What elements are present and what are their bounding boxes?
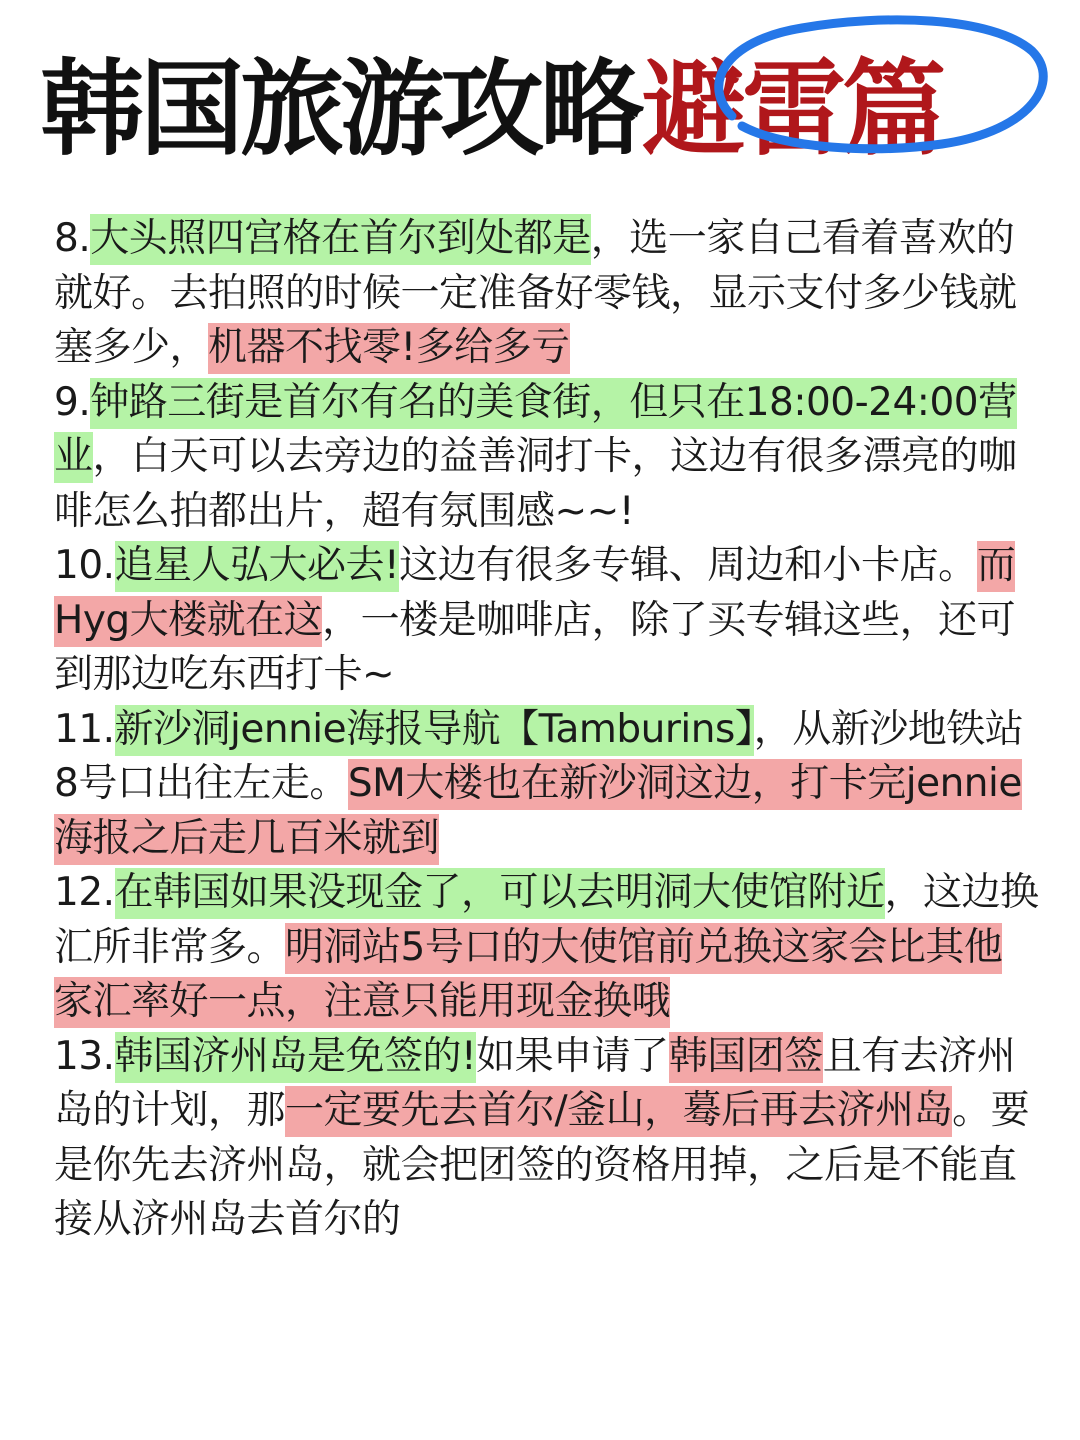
red-highlight-text: 明洞站5号口的大使馆前兑换这家会比其他家汇率好一点，注意只能用现金换哦 — [54, 923, 1002, 1029]
tip-text: ，一楼是咖啡店，除了买专辑这些，还可到那边吃东西打卡~ — [54, 597, 1016, 697]
title-accent-text: 避雷篇 — [642, 48, 943, 170]
title-circle-mark — [692, 6, 1050, 154]
green-highlight-text: 大头照四宫格在首尔到处都是 — [90, 214, 591, 265]
tip-text: 9. — [54, 379, 91, 425]
tip-item — [54, 866, 1039, 1030]
green-highlight-text: 在韩国如果没现金了，可以去明洞大使馆附近 — [115, 868, 885, 919]
tip-text: 如果申请了 — [476, 1033, 669, 1079]
title-main-text: 韩国旅游攻略 — [40, 48, 641, 170]
tip-item — [54, 1030, 1039, 1248]
red-highlight-text: 而Hyg大楼就在这 — [54, 541, 1015, 647]
green-highlight-text: 新沙洞jennie海报导航【Tamburins】 — [115, 705, 754, 756]
tip-text: 。要是你先去济州岛，就会把团签的资格用掉，之后是不能直接从济州岛去首尔的 — [54, 1088, 1030, 1242]
tip-text: 这边有很多专辑、周边和小卡店。 — [399, 543, 977, 588]
tip-text: ，选一家自己看着喜欢的就好。去拍照的时候一定准备好零钱，显示支付多少钱就塞多少， — [54, 216, 1017, 370]
red-highlight-text: 机器不找零!多给多亏 — [208, 323, 570, 374]
green-highlight-text: 韩国济州岛是免签的! — [115, 1032, 477, 1083]
red-highlight-text: SM大楼也在新沙洞这边，打卡完jennie海报之后走几百米就到 — [54, 759, 1022, 865]
tip-text: 10. — [54, 543, 115, 588]
tips-list — [54, 212, 1039, 1248]
tip-text: 13. — [54, 1033, 115, 1079]
tip-text: ，从新沙地铁站8号口出往左走。 — [54, 706, 1024, 806]
tip-text: 11. — [54, 706, 115, 752]
tip-text: 且有去济州岛的计划，那 — [54, 1033, 1016, 1133]
tip-text: 8. — [54, 216, 91, 261]
tip-text: 12. — [54, 870, 115, 915]
tip-item — [54, 376, 1039, 540]
green-highlight-text: 钟路三街是首尔有名的美食街，但只在18:00-24:00营业 — [54, 378, 1017, 484]
title-circle-stroke — [719, 20, 1043, 149]
red-highlight-text: 韩国团签 — [669, 1032, 823, 1083]
tip-text: ，白天可以去旁边的益善洞打卡，这边有很多漂亮的咖啡怎么拍都出片，超有氛围感~~! — [54, 434, 1017, 534]
green-highlight-text: 追星人弘大必去! — [115, 541, 400, 592]
tip-text: ，这边换汇所非常多。 — [54, 870, 1039, 970]
tip-item — [54, 212, 1039, 376]
red-highlight-text: 一定要先去首尔/釜山，蓦后再去济州岛 — [285, 1086, 952, 1137]
tip-item — [54, 703, 1039, 867]
tip-item — [54, 539, 1039, 703]
